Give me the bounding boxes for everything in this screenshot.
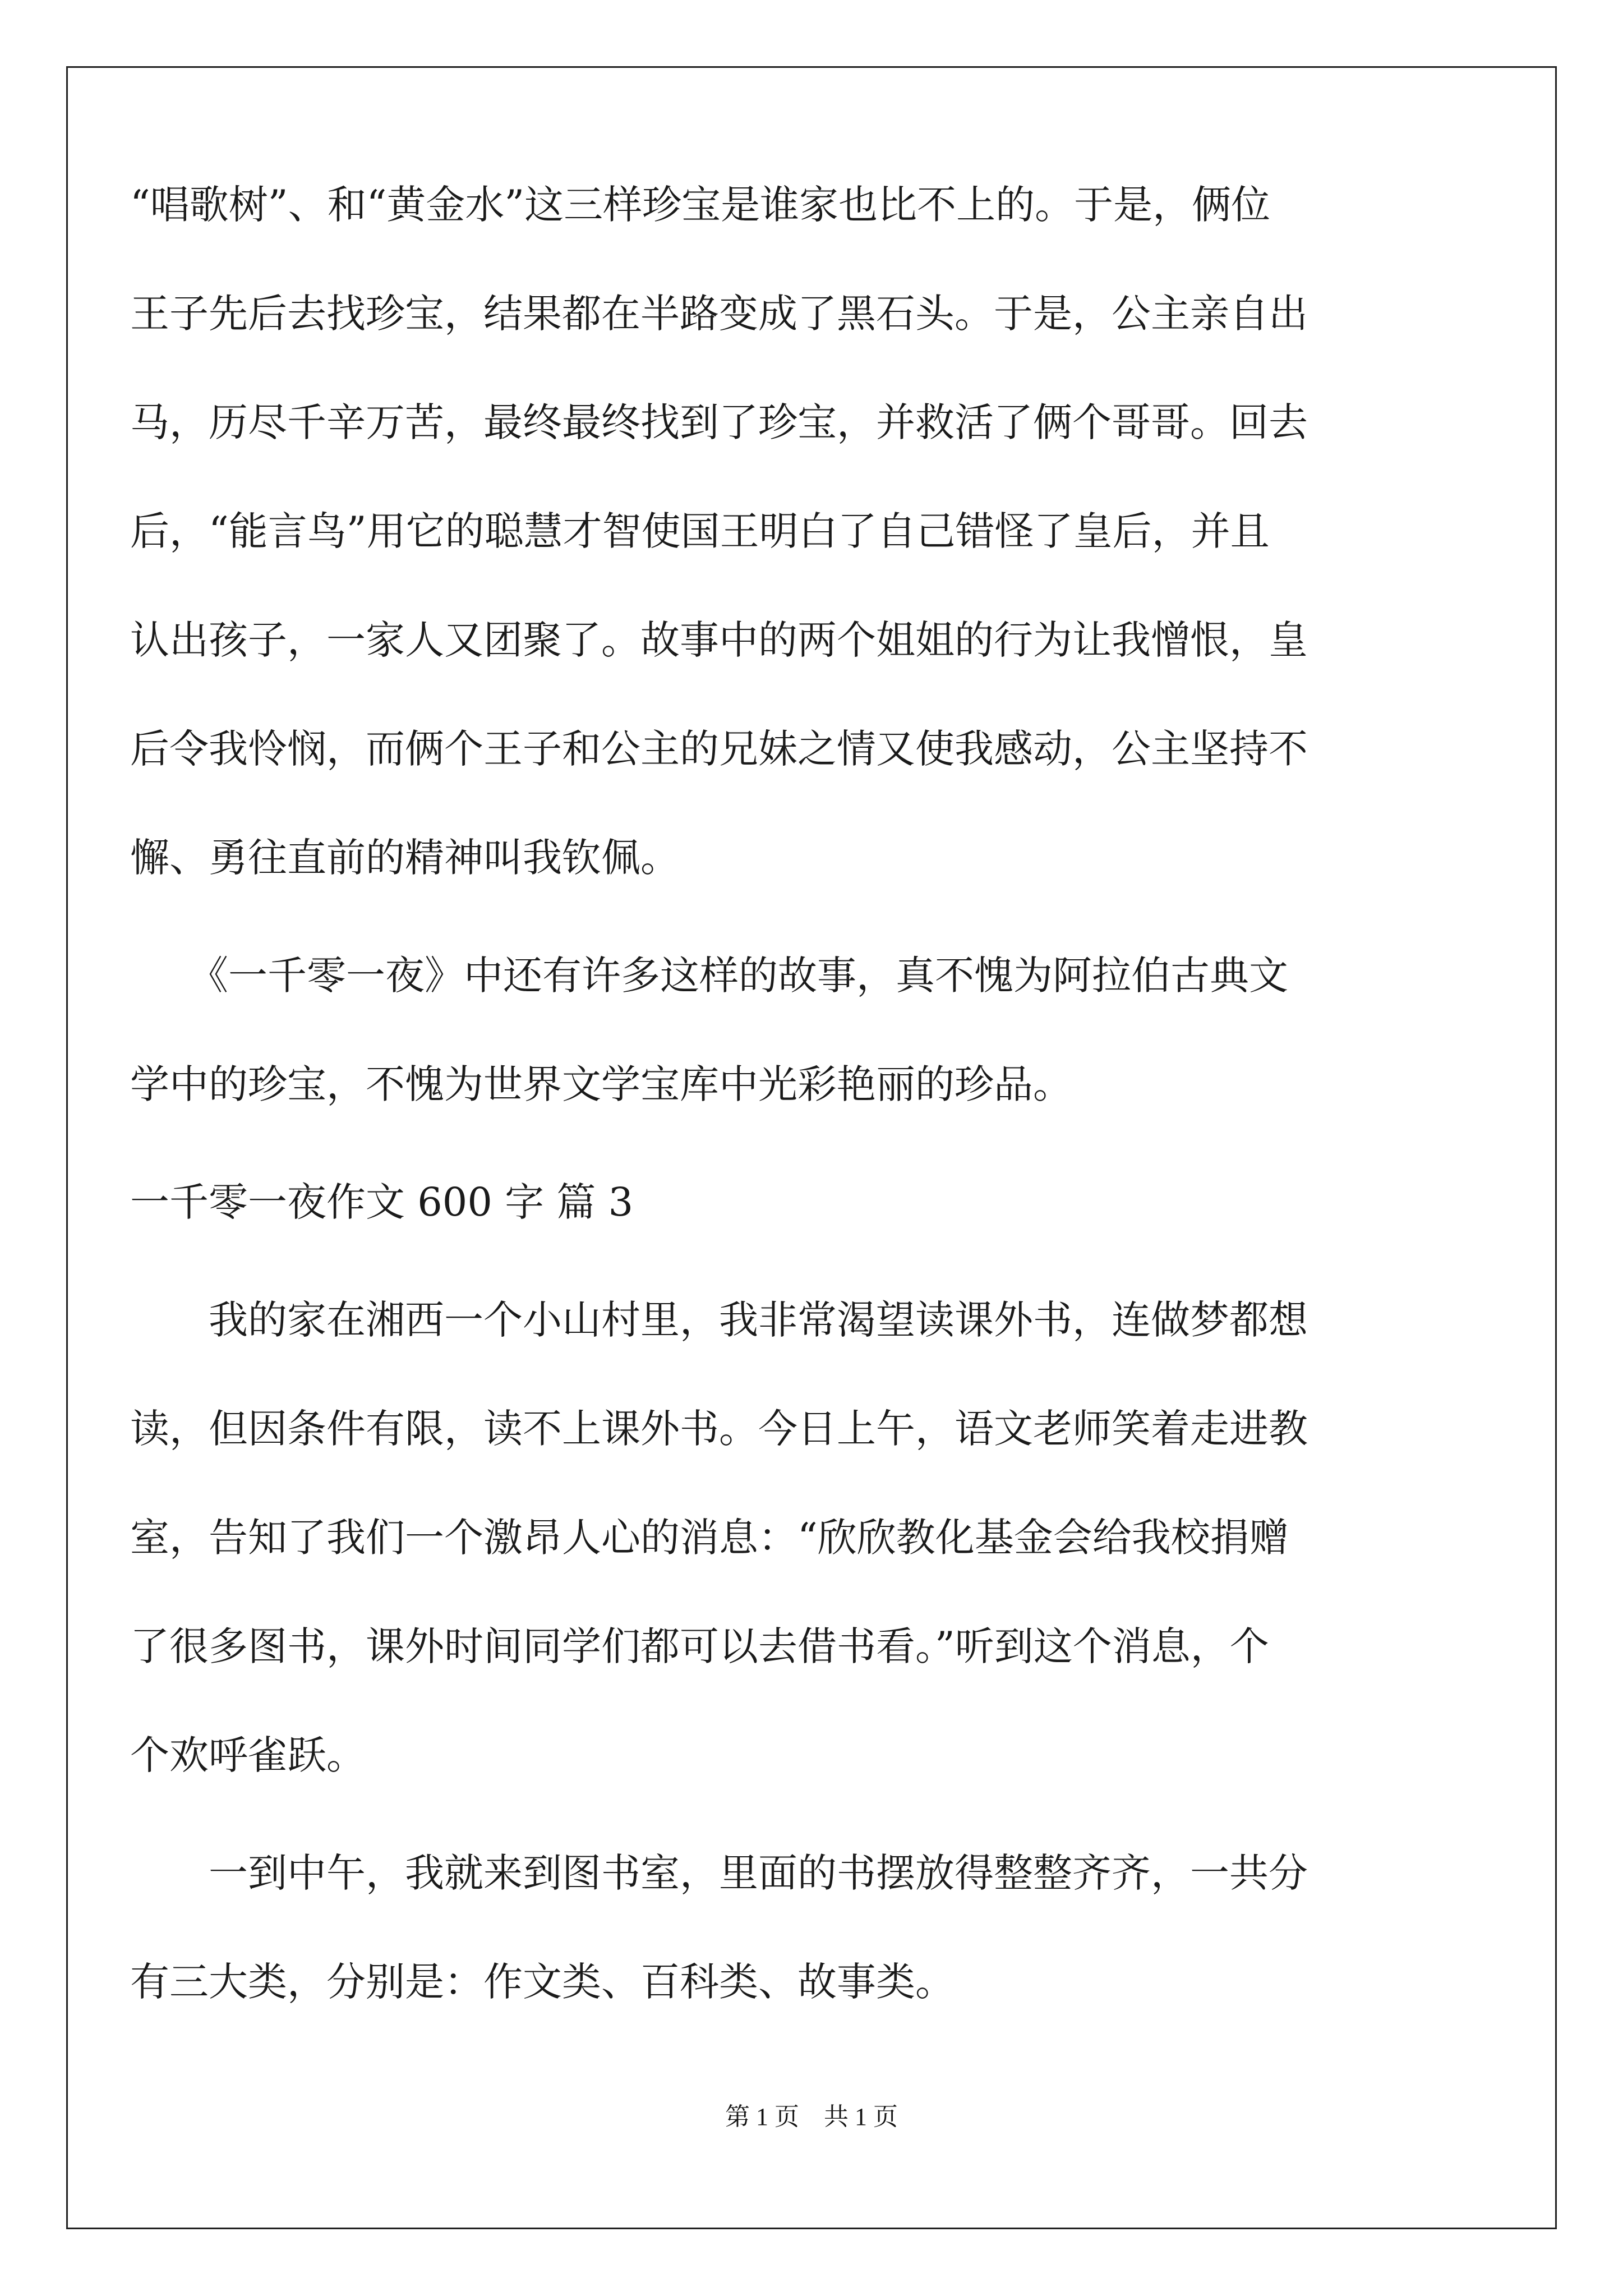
- text-line: 读，但因条件有限，读不上课外书。今日上午，语文老师笑着走进教: [130, 1406, 1308, 1452]
- section-heading: 一千零一夜作文 600 字 篇 3: [130, 1179, 634, 1225]
- text-line: 后令我怜悯，而俩个王子和公主的兄妹之情又使我感动，公主坚持不: [130, 726, 1308, 772]
- paragraph-1: [130, 182, 1431, 881]
- text-line: “唱歌树”、和“黄金水”这三样珍宝是谁家也比不上的。于是，俩位: [130, 182, 1271, 228]
- text-line: 一到中午，我就来到图书室，里面的书摆放得整整齐齐，一共分: [130, 1850, 1308, 1896]
- text-line: 学中的珍宝，不愧为世界文学宝库中光彩艳丽的珍品。: [130, 1061, 1072, 1107]
- text-line: 后，“能言鸟”用它的聪慧才智使国王明白了自己错怪了皇后，并且: [130, 508, 1270, 554]
- text-line: 认出孩子，一家人又团聚了。故事中的两个姐姐的行为让我憎恨，皇: [130, 617, 1308, 663]
- text-line: 马，历尽千辛万苦，最终最终找到了珍宝，并救活了俩个哥哥。回去: [130, 399, 1308, 445]
- text-line: 室，告知了我们一个激昂人心的消息：“欣欣教化基金会给我校捐赠: [130, 1515, 1289, 1561]
- page-number-footer: 第 1 页 共 1 页: [725, 2103, 898, 2131]
- text-line: 《一千零一夜》中还有许多这样的故事，真不愧为阿拉伯古典文: [130, 953, 1288, 999]
- text-line: 我的家在湘西一个小山村里，我非常渴望读课外书，连做梦都想: [130, 1297, 1308, 1343]
- paragraph-2: [130, 953, 1431, 1107]
- paragraph-3: [130, 1297, 1431, 1778]
- text-line: 懈、勇往直前的精神叫我钦佩。: [130, 835, 680, 881]
- paragraph-4: [130, 1850, 1431, 2005]
- text-line: 了很多图书，课外时间同学们都可以去借书看。”听到这个消息，个: [130, 1623, 1269, 1669]
- text-line: 个欢呼雀跃。: [130, 1732, 366, 1778]
- document-body: [130, 182, 1431, 2005]
- text-line: 有三大类，分别是：作文类、百科类、故事类。: [130, 1959, 955, 2005]
- text-line: 王子先后去找珍宝，结果都在半路变成了黑石头。于是，公主亲自出: [130, 291, 1308, 337]
